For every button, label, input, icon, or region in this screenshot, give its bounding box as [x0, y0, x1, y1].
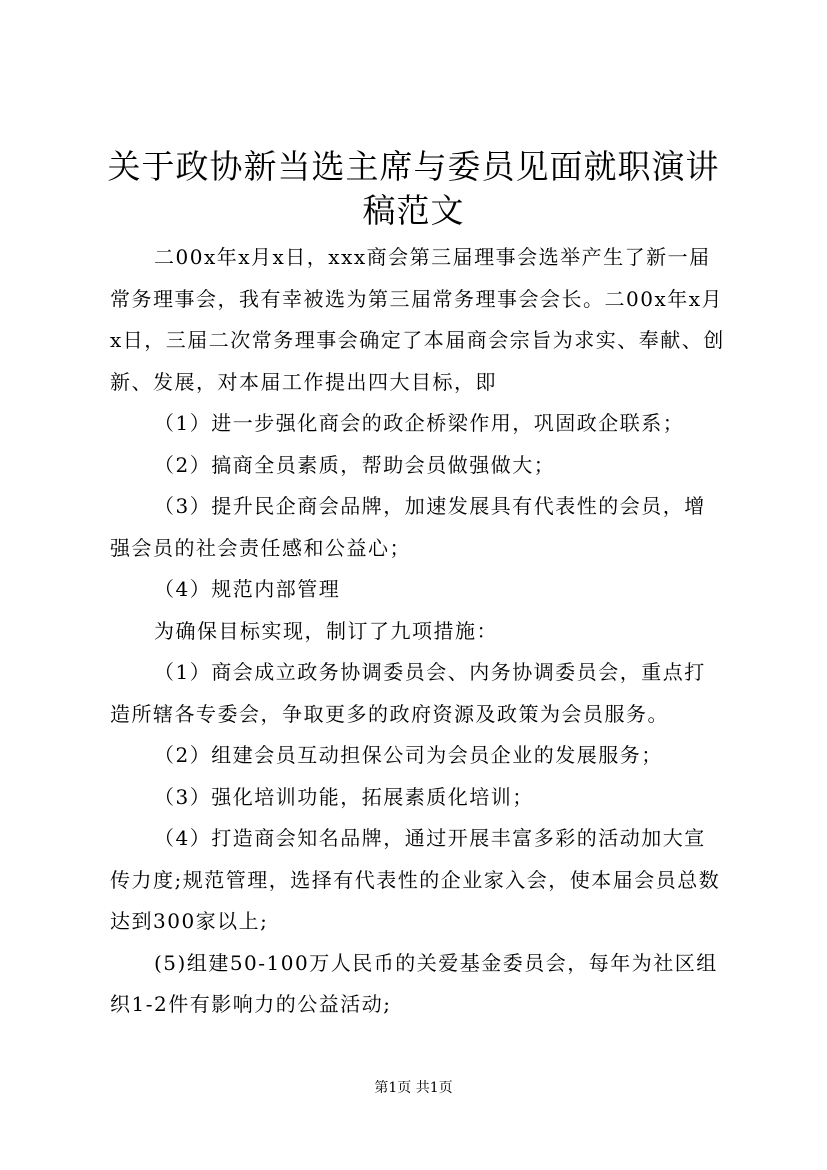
paragraph: （1）进一步强化商会的政企桥梁作用，巩固政企联系； — [154, 411, 685, 435]
paragraph: （2）组建会员互动担保公司为会员企业的发展服务； — [154, 743, 663, 767]
paragraph: （4）规范内部管理 — [154, 577, 341, 601]
paragraph: 为确保目标实现，制订了九项措施： — [154, 618, 498, 643]
paragraph: (5)组建50-100万人民币的关爱基金委员会，每年为社区组织1-2件有影响力的公益活动; — [110, 950, 718, 1016]
paragraph: 二00x年x月x日，xxx商会第三届理事会选举产生了新一届常务理事会，我有幸被选为第三届常务理事会会长。二00x年x月x日，三届二次常务理事会确定了本届商会宗旨为求实、奉献、创新、发展，对本届工作提出四大目标，即 — [110, 245, 725, 394]
page-footer: 第1页 共1页 — [374, 1080, 453, 1096]
paragraph: （2）搞商全员素质，帮助会员做强做大； — [154, 452, 556, 477]
paragraph: （3）强化培训功能，拓展素质化培训； — [154, 784, 534, 809]
paragraph: （1）商会成立政务协调委员会、内务协调委员会，重点打造所辖各专委会，争取更多的政府资源及政策为会员服务。 — [110, 660, 706, 726]
document-title: 关于政协新当选主席与委员见面就职演讲稿范文 — [107, 147, 720, 230]
document-body — [110, 237, 725, 1026]
paragraph: （4）打造商会知名品牌，通过开展丰富多彩的活动加大宣传力度;规范管理，选择有代表性的企业家入会，使本届会员总数达到300家以上; — [110, 826, 721, 933]
paragraph: （3）提升民企商会品牌，加速发展具有代表性的会员，增强会员的社会责任感和公益心； — [110, 494, 706, 560]
